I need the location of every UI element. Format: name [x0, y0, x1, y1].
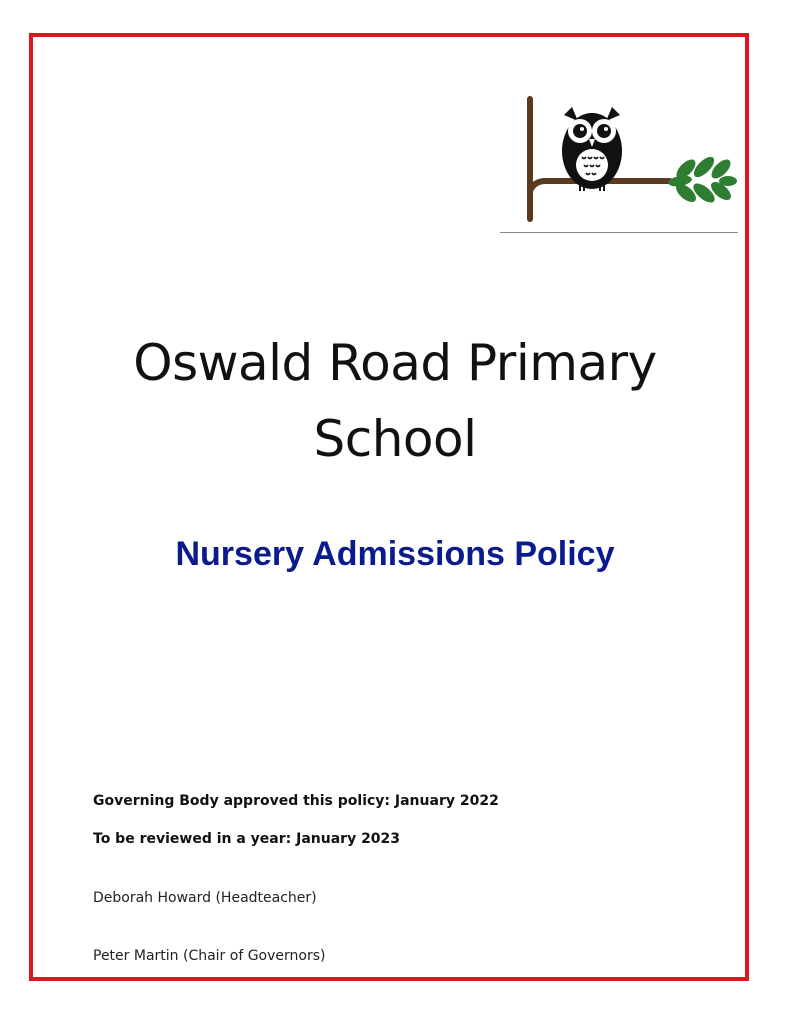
school-name-line-2: School: [313, 410, 477, 468]
approval-date: Governing Body approved this policy: January 2022: [93, 793, 499, 809]
chair-signatory: Peter Martin (Chair of Governors): [93, 948, 326, 964]
policy-title: Nursery Admissions Policy: [175, 535, 615, 573]
school-logo: [520, 95, 740, 225]
headteacher-signatory: Deborah Howard (Headteacher): [93, 890, 317, 906]
logo-divider: [500, 232, 738, 233]
school-name: [60, 325, 730, 477]
owl-on-branch-icon: [520, 95, 740, 225]
school-name-line-1: Oswald Road Primary: [133, 334, 657, 392]
review-date: To be reviewed in a year: January 2023: [93, 831, 401, 847]
